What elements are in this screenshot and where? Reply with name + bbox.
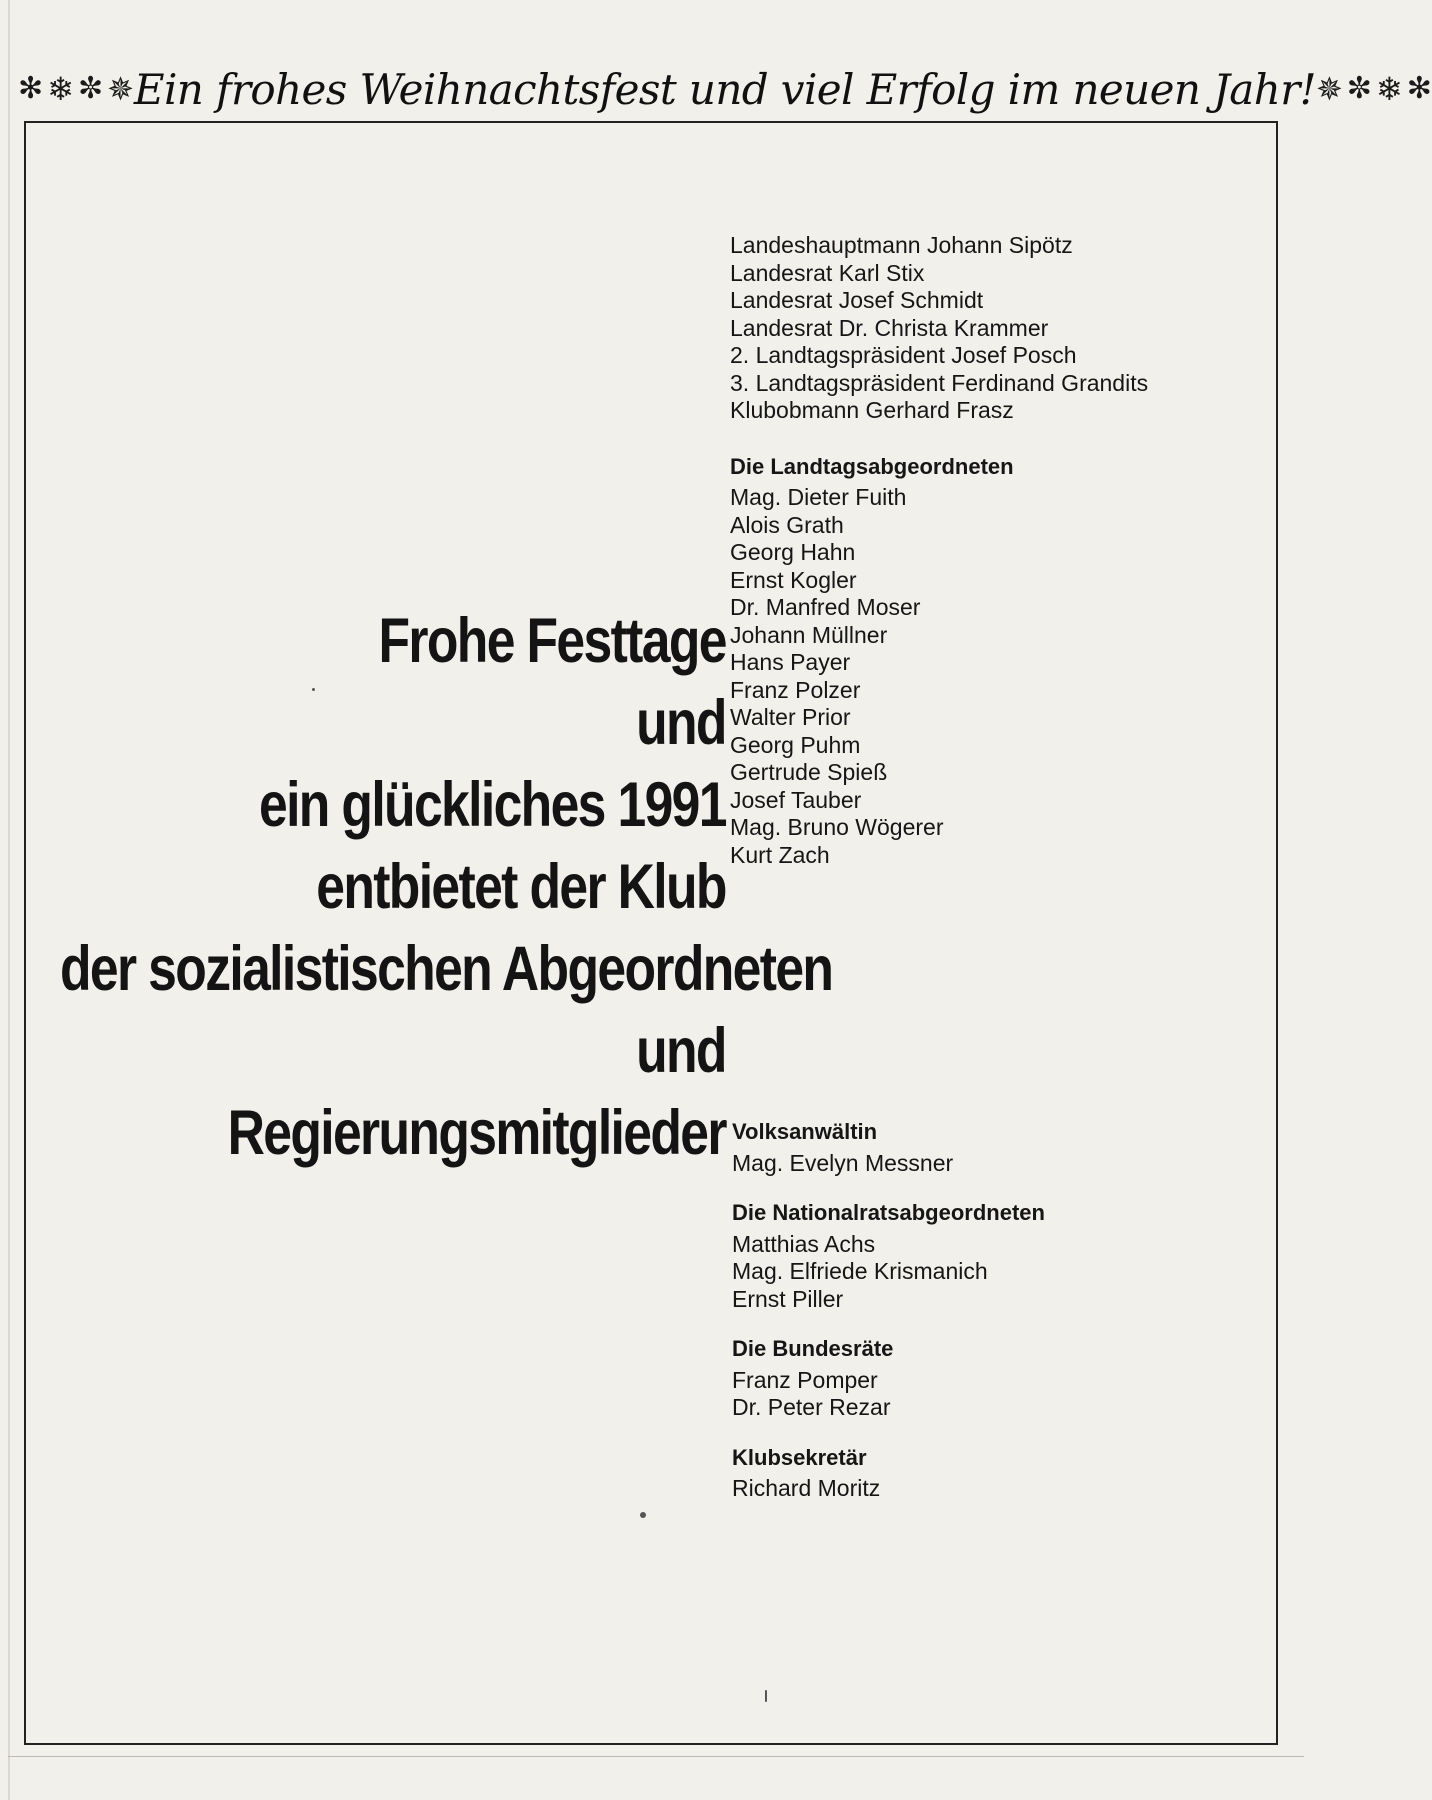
list-item: Richard Moritz [732, 1475, 881, 1501]
star-icon: ✼ [1346, 71, 1372, 106]
snowflake-icon: ❄ [1375, 70, 1403, 108]
landtag-group [730, 453, 1250, 870]
list-item: Mag. Bruno Wögerer [730, 814, 944, 840]
stars-left [18, 70, 134, 108]
list-item: 3. Landtagspräsident Ferdinand Grandits [730, 369, 1149, 396]
list-item: Johann Müllner [730, 621, 888, 648]
list-item: Mag. Elfriede Krismanich [732, 1258, 988, 1284]
list-item: Franz Polzer [730, 676, 861, 703]
nationalrat-group [732, 1199, 1252, 1313]
list-item: Walter Prior [730, 704, 851, 730]
list-item: Landesrat Dr. Christa Krammer [730, 314, 1049, 341]
section-heading: Die Landtagsabgeordneten [730, 453, 1014, 479]
print-speck [640, 1512, 646, 1518]
stars-right [1315, 70, 1432, 108]
list-item: Hans Payer [730, 649, 851, 675]
headline-line: entbietet der Klub [316, 852, 726, 922]
headline-line: und [636, 688, 726, 758]
list-item: Dr. Peter Rezar [732, 1394, 891, 1420]
bundesrat-group [732, 1335, 1252, 1422]
list-item: Dr. Manfred Moser [730, 594, 921, 620]
print-speck [312, 688, 315, 691]
list-item: Georg Puhm [730, 731, 861, 758]
list-item: Franz Pomper [732, 1366, 878, 1393]
bottom-rule [8, 1756, 1304, 1757]
headline-line: Frohe Festtage [378, 606, 726, 676]
list-item: Georg Hahn [730, 539, 856, 565]
section-heading: Die Nationalratsabgeordneten [732, 1200, 1045, 1225]
government-group [730, 232, 1250, 425]
list-item: Klubobmann Gerhard Frasz [730, 397, 1014, 423]
upper-list [730, 232, 1250, 891]
lower-list [732, 1118, 1252, 1525]
print-speck [765, 1690, 767, 1702]
list-item: Ernst Piller [732, 1285, 844, 1312]
header-band [18, 58, 1432, 120]
list-item: Mag. Dieter Fuith [730, 484, 907, 510]
star-icon: ✻ [18, 71, 44, 106]
list-item: Ernst Kogler [730, 566, 857, 593]
star-icon: ✼ [77, 71, 104, 106]
star-icon: ✵ [1315, 70, 1343, 108]
section-heading: Die Bundesräte [732, 1336, 894, 1361]
list-item: Landesrat Karl Stix [730, 259, 925, 286]
headline-line: ein glückliches 1991 [258, 770, 726, 840]
volksanwaeltin-group [732, 1118, 1252, 1177]
section-heading: Volksanwältin [732, 1119, 878, 1144]
page-edge [8, 0, 10, 1800]
list-item: Josef Tauber [730, 786, 862, 813]
list-item: Gertrude Spieß [730, 759, 888, 785]
headline-line: und [636, 1016, 726, 1086]
headline-line: Regierungsmitglieder [227, 1098, 726, 1168]
snowflake-icon: ❄ [47, 70, 74, 108]
star-icon: ✻ [1406, 71, 1432, 106]
headline-line: der sozialistischen Abgeordneten [60, 934, 833, 1004]
section-heading: Klubsekretär [732, 1444, 867, 1470]
greeting-banner: Ein frohes Weihnachtsfest und viel Erfolg im neuen Jahr! [133, 64, 1316, 114]
list-item: Alois Grath [730, 511, 844, 538]
list-item: 2. Landtagspräsident Josef Posch [730, 342, 1077, 368]
star-icon: ✵ [107, 70, 134, 108]
list-item: Landesrat Josef Schmidt [730, 287, 984, 313]
list-item: Mag. Evelyn Messner [732, 1149, 954, 1176]
klubsekretaer-group [732, 1444, 1252, 1503]
list-item: Kurt Zach [730, 841, 830, 868]
list-item: Matthias Achs [732, 1230, 876, 1257]
list-item: Landeshauptmann Johann Sipötz [730, 232, 1073, 258]
